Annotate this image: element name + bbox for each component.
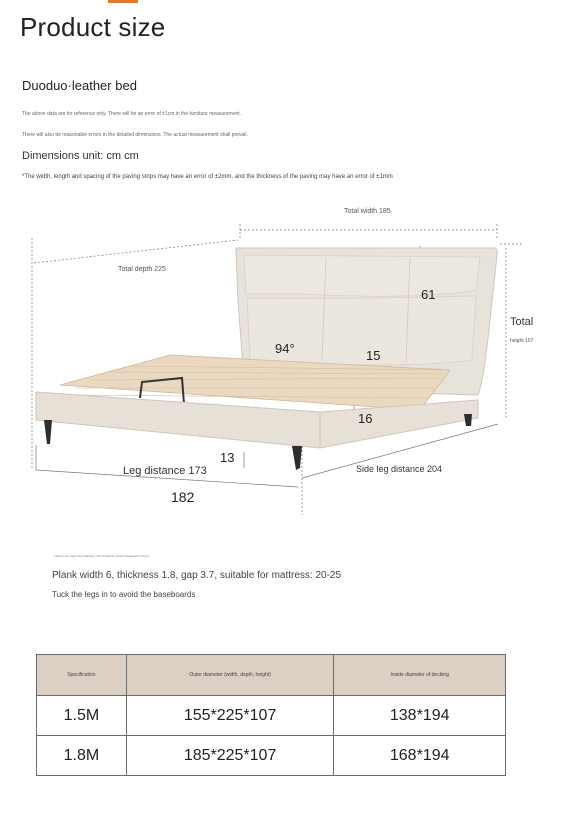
header-outer-diameter: Outer diameter (width, depth, height) [126,655,334,696]
total-width-label: Total width 185 [344,208,391,215]
total-depth-label: Total depth 225 [118,266,166,273]
tolerance-warning: *The width, length and spacing of the paving strips may have an error of ±2mm, and the thickness of the paving may have an error of ±1mm [22,174,393,180]
plank-note: Plank width 6, thickness 1.8, gap 3.7, suitable for mattress: 20-25 [52,570,342,581]
table-row [37,736,506,776]
page-title: Product size [20,12,166,42]
slat-height-label: 15 [366,348,381,363]
headboard-height-label: 61 [421,287,436,302]
tuck-note: Tuck the legs in to avoid the baseboards [52,590,196,599]
table-cell: 1.8M [37,736,127,776]
leg-height-label: 13 [220,450,235,465]
total-label: Total [510,316,534,328]
table-row [37,696,506,736]
leg-note: There is no sag in the planking. The thickness of the baseboard is 8mm. [54,554,150,558]
table-cell: 185*225*107 [126,736,334,776]
table-header-row [37,655,506,696]
side-leg-distance-label: Side leg distance 204 [356,464,443,474]
headboard-angle-label: 94° [275,341,295,356]
units-label: Dimensions unit: cm cm [22,150,139,162]
leg-distance-label: Leg distance 173 [123,465,207,477]
reference-note: The above data are for reference only. There will be an error of ±1cm in the furniture measurement. [22,111,242,117]
total-height-label: height 107 [510,338,534,344]
header-inside-diameter: Inside diameter of decking [334,655,506,696]
width-182-label: 182 [171,489,195,505]
spec-table [36,654,506,776]
frame-height-label: 16 [358,411,373,426]
header-specification: Specification [37,655,127,696]
table-cell: 168*194 [334,736,506,776]
product-name: Duoduo·leather bed [22,78,137,93]
table-cell: 155*225*107 [126,696,334,736]
error-note: There will also be reasonable errors in the detailed dimensions. The actual measurement shall prevail. [22,132,248,138]
table-cell: 1.5M [37,696,127,736]
table-cell: 138*194 [334,696,506,736]
